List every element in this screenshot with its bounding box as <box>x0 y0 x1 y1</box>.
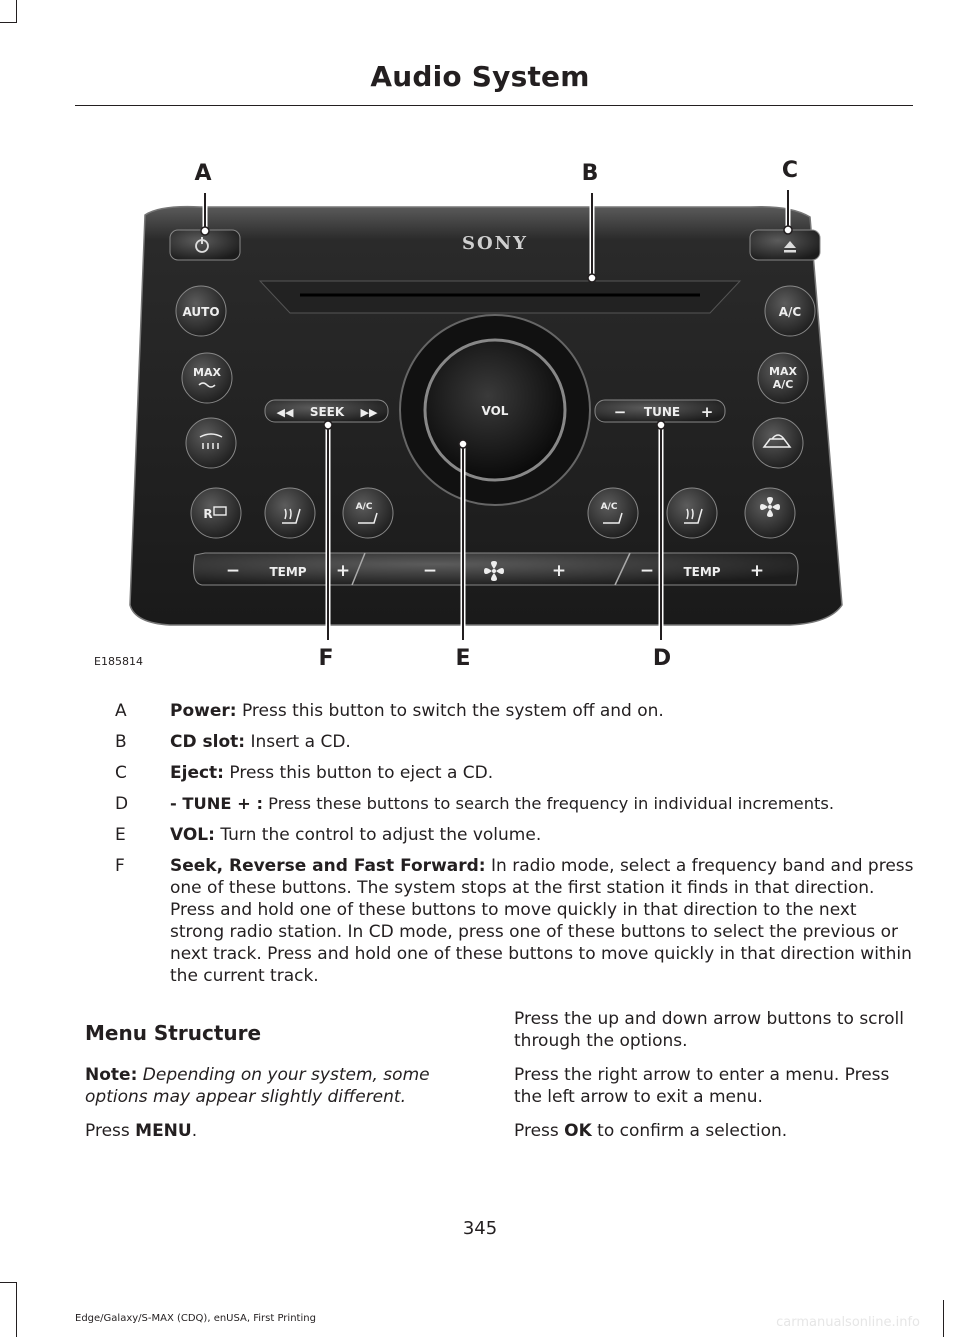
crop-mark <box>16 1282 17 1337</box>
svg-text:A/C: A/C <box>600 502 618 512</box>
crop-mark <box>0 22 17 23</box>
svg-text:+: + <box>551 561 567 581</box>
svg-text:+: + <box>749 561 765 581</box>
paragraph: Press the up and down arrow buttons to scroll through the options. <box>514 1009 904 1051</box>
svg-text:A/C: A/C <box>355 502 373 512</box>
figure-id: E185814 <box>94 655 143 668</box>
cd-slot <box>260 281 740 313</box>
svg-text:MAX: MAX <box>193 366 221 379</box>
rear-defrost-button <box>191 488 241 538</box>
note: Note: Depending on your system, some options may appear slightly different. <box>85 1065 430 1107</box>
svg-text:A/C: A/C <box>778 305 802 319</box>
page-title: Audio System <box>370 60 590 93</box>
callout-row: C Eject: Press this button to eject a CD. <box>115 763 494 783</box>
footer-text: Edge/Galaxy/S-MAX (CDQ), enUSA, First Printing <box>75 1313 316 1324</box>
callout-row: B CD slot: Insert a CD. <box>115 732 351 752</box>
section-heading: Menu Structure <box>85 1021 262 1045</box>
cooled-seat-left-button <box>343 488 393 538</box>
title-rule <box>75 105 913 106</box>
crop-mark <box>0 1282 17 1283</box>
svg-text:−: − <box>639 561 655 581</box>
tune-label: TUNE <box>643 405 681 419</box>
confirm-instruction: Press OK to confirm a selection. <box>514 1121 788 1141</box>
paragraph: Press the right arrow to enter a menu. Press the left arrow to exit a menu. <box>514 1065 890 1107</box>
cooled-seat-right-button <box>588 488 638 538</box>
callout-row: F Seek, Reverse and Fast Forward: In radio mode, select a frequency band and press one of these buttons. The system stops at the first station it finds in that direction. Press and hold one of these buttons to move quickly in that direction to the next strong radio station. In CD mode, press one of these buttons to select the previous or next track. Press and hold one of these buttons to move quickly in that direction within the current track. <box>115 856 914 986</box>
callout-a: A <box>194 161 212 186</box>
audio-panel-figure <box>90 135 860 675</box>
front-defrost-button <box>186 418 236 468</box>
callout-row: A Power: Press this button to switch the system off and on. <box>115 701 664 721</box>
volume-label: VOL <box>481 404 509 418</box>
seek-forward-icon: ▶▶ <box>360 406 378 419</box>
recirculation-button <box>753 418 803 468</box>
callout-d: D <box>652 646 672 671</box>
svg-text:−: − <box>225 561 241 581</box>
callout-c: C <box>781 158 799 183</box>
svg-text:A/C: A/C <box>772 378 794 391</box>
svg-text:MAX: MAX <box>769 365 797 378</box>
heated-seat-left-button <box>265 488 315 538</box>
brand-logo: SONY <box>462 233 528 254</box>
crop-mark <box>943 1300 944 1337</box>
callout-row: D - TUNE + : Press these buttons to search the frequency in individual increments. <box>115 794 835 814</box>
press-menu-instruction: Press MENU. <box>85 1121 198 1141</box>
menu-structure-section <box>85 1022 470 1154</box>
seek-reverse-icon: ◀◀ <box>276 406 294 419</box>
svg-text:AUTO: AUTO <box>182 305 220 319</box>
callout-row: E VOL: Turn the control to adjust the volume. <box>115 825 542 845</box>
callout-b: B <box>581 161 599 186</box>
callout-f: F <box>318 646 334 671</box>
svg-text:−: − <box>422 561 438 581</box>
temp-right-label: TEMP <box>683 565 721 579</box>
svg-text:R: R <box>203 507 213 521</box>
svg-text:+: + <box>335 561 351 581</box>
watermark: carmanualsonline.info <box>776 1315 920 1330</box>
temp-left-label: TEMP <box>269 565 307 579</box>
callout-e: E <box>455 646 471 671</box>
navigation-instructions <box>514 1008 914 1154</box>
seek-label: SEEK <box>309 405 345 419</box>
callout-descriptions <box>115 700 915 996</box>
page-number: 345 <box>462 1218 498 1239</box>
crop-mark <box>16 0 17 22</box>
svg-text:−: − <box>613 403 627 421</box>
svg-text:+: + <box>700 403 714 421</box>
heated-seat-right-button <box>667 488 717 538</box>
eject-button <box>750 230 820 260</box>
